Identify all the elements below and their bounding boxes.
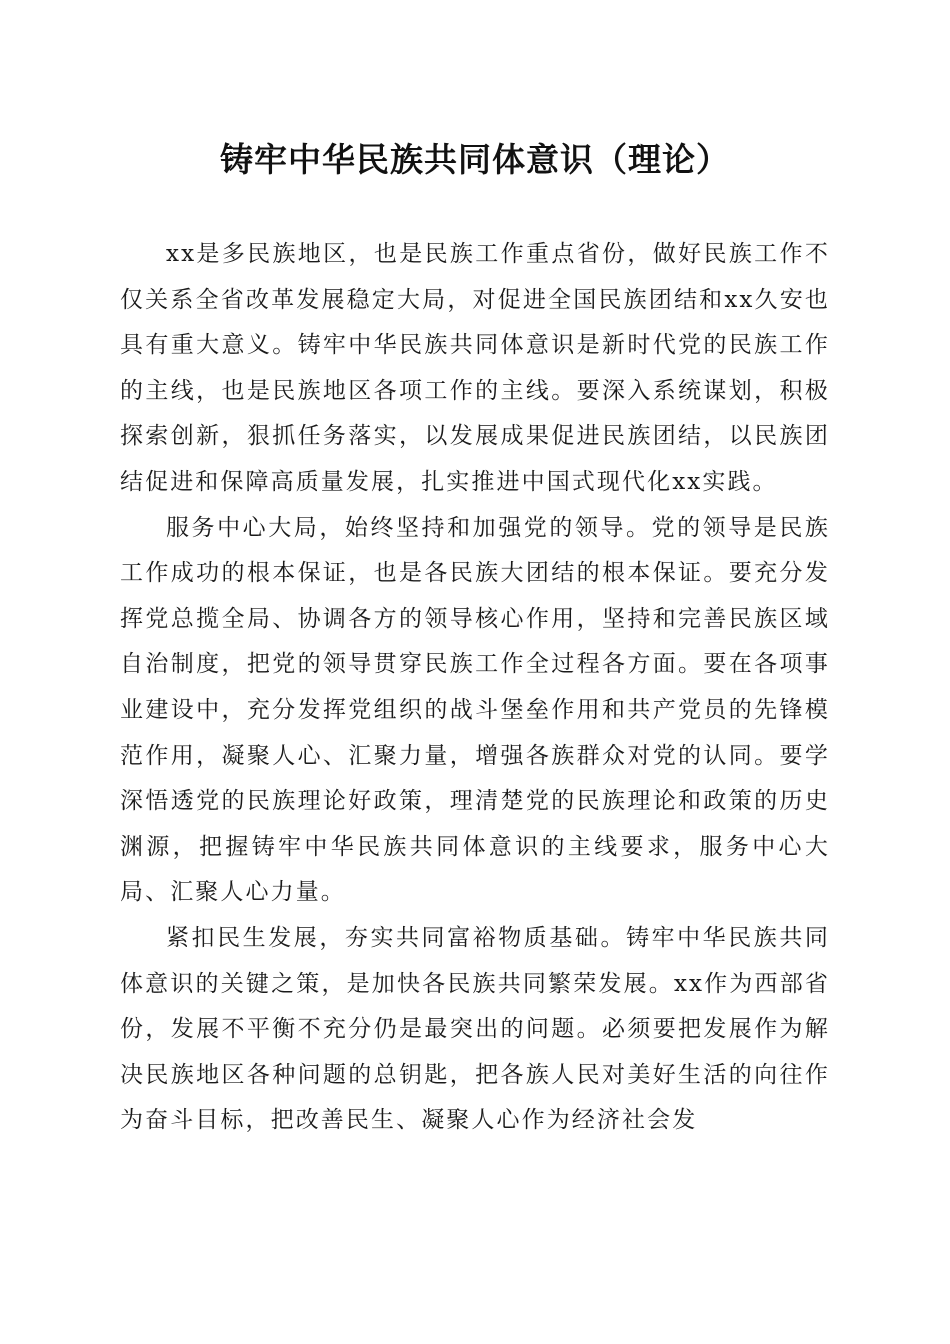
paragraph: 紧扣民生发展，夯实共同富裕物质基础。铸牢中华民族共同体意识的关键之策，是加快各民族共同繁荣发展。xx作为西部省份，发展不平衡不充分仍是最突出的问题。必须要把发展作为解决民族地区各种问题的总钥匙，把各族人民对美好生活的向往作为奋斗目标，把改善民生、凝聚人心作为经济社会发 (120, 924, 830, 1134)
paragraph: 服务中心大局，始终坚持和加强党的领导。党的领导是民族工作成功的根本保证，也是各民族大团结的根本保证。要充分发挥党总揽全局、协调各方的领导核心作用，坚持和完善民族区域自治制度，把党的领导贯穿民族工作全过程各方面。要在各项事业建设中，充分发挥党组织的战斗堡垒作用和共产党员的先锋模范作用，凝聚人心、汇聚力量，增强各族群众对党的认同。要学深悟透党的民族理论好政策，理清楚党的民族理论和政策的历史渊源，把握铸牢中华民族共同体意识的主线要求，服务中心大局、汇聚人心力量。 (120, 514, 830, 906)
document-title: 铸牢中华民族共同体意识（理论） (220, 140, 730, 179)
document-body (120, 232, 830, 1144)
paragraph: xx是多民族地区，也是民族工作重点省份，做好民族工作不仅关系全省改革发展稳定大局，对促进全国民族团结和xx久安也具有重大意义。铸牢中华民族共同体意识是新时代党的民族工作的主线，也是民族地区各项工作的主线。要深入系统谋划，积极探索创新，狠抓任务落实，以发展成果促进民族团结，以民族团结促进和保障高质量发展，扎实推进中国式现代化xx实践。 (120, 241, 830, 495)
